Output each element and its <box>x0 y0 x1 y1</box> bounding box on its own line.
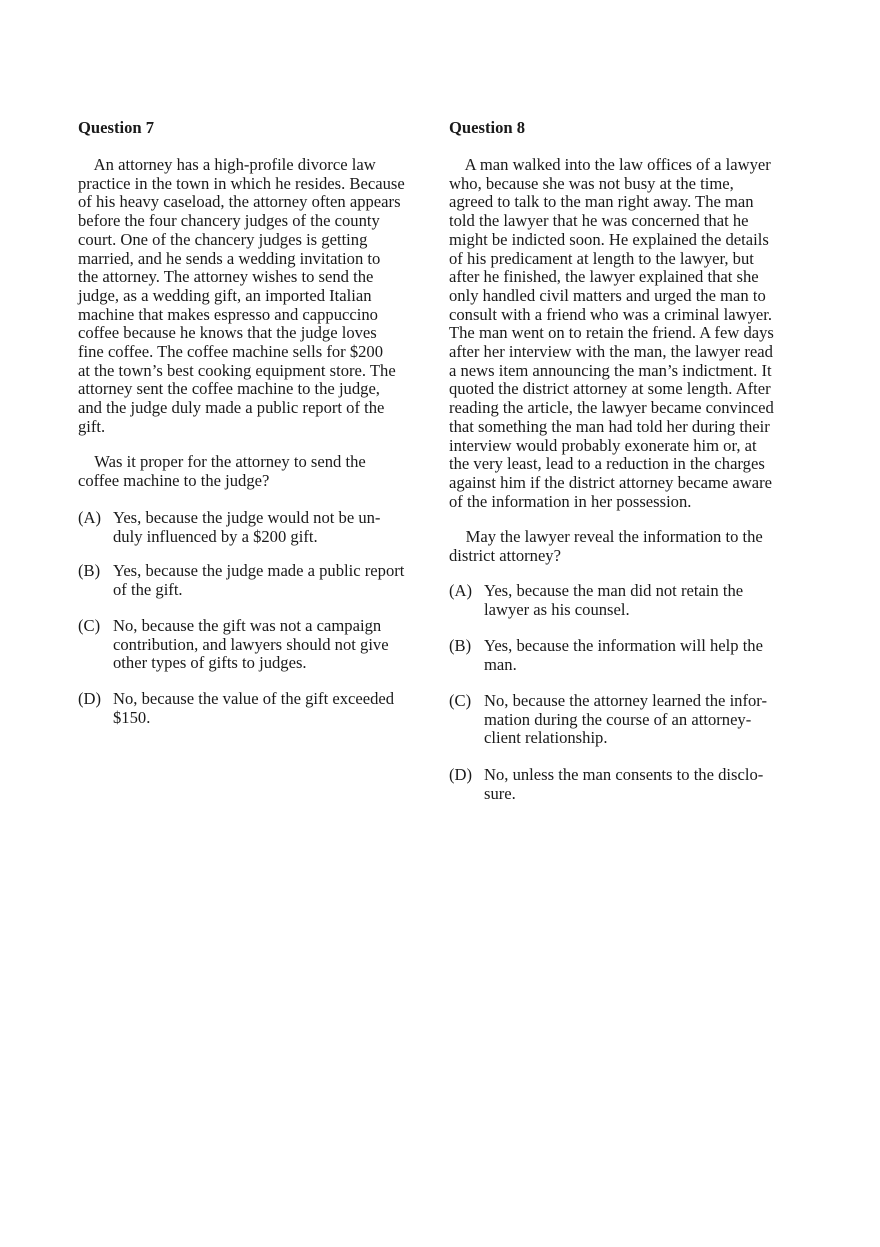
text-line: interview would probably exonerate him or, at <box>449 435 757 455</box>
text-line: other types of gifts to judges. <box>113 653 307 673</box>
text-line: might be indicted soon. He explained the details <box>449 229 769 249</box>
text-line: practice in the town in which he resides. Because <box>78 173 405 193</box>
text-line: $150. <box>113 707 151 727</box>
option-label: (B) <box>449 636 472 655</box>
text-line: quoted the district attorney at some length. After <box>449 379 771 399</box>
option-text <box>113 562 404 599</box>
text-line: district attorney? <box>449 545 561 565</box>
option-text <box>113 617 389 673</box>
text-line: the attorney. The attorney wishes to send the <box>78 267 374 287</box>
text-line: Yes, because the judge made a public report <box>113 561 405 580</box>
text-line: agreed to talk to the man right away. The man <box>449 192 754 212</box>
option-label: (D) <box>78 689 102 708</box>
text-line: Was it proper for the attorney to send the <box>78 452 366 471</box>
text-line: duly influenced by a $200 gift. <box>113 526 318 546</box>
text-line: told the lawyer that he was concerned that he <box>449 211 749 231</box>
text-line: of the gift. <box>113 579 183 599</box>
text-line: and the judge duly made a public report of the <box>78 398 385 418</box>
text-line: only handled civil matters and urged the man to <box>449 285 766 305</box>
text-line: lawyer as his counsel. <box>484 599 630 619</box>
option-label: (C) <box>78 616 101 635</box>
text-line: machine that makes espresso and cappuccino <box>78 304 378 324</box>
text-line: who, because she was not busy at the time, <box>449 173 734 193</box>
question-7-title: Question 7 <box>78 118 155 137</box>
option-label: (A) <box>78 508 102 527</box>
text-line: No, because the value of the gift exceeded <box>113 689 395 708</box>
option-label: (B) <box>78 561 101 580</box>
option-label: (A) <box>449 581 473 600</box>
question-8-title: Question 8 <box>449 118 526 137</box>
option-label: (C) <box>449 691 472 710</box>
text-line: attorney sent the coffee machine to the judge, <box>78 379 380 399</box>
text-line: No, because the gift was not a campaign <box>113 616 382 635</box>
text-line: married, and he sends a wedding invitation to <box>78 248 381 268</box>
text-line: court. One of the chancery judges is getting <box>78 229 368 249</box>
text-line: May the lawyer reveal the information to the <box>449 527 763 546</box>
text-line: a news item announcing the man’s indictment. It <box>449 360 772 380</box>
text-line: against him if the district attorney became aware <box>449 472 772 492</box>
text-line: gift. <box>78 416 106 436</box>
text-line: Yes, because the man did not retain the <box>484 581 744 600</box>
text-line: before the four chancery judges of the county <box>78 211 380 231</box>
text-line: of the information in her possession. <box>449 491 692 511</box>
text-line: contribution, and lawyers should not give <box>113 634 389 654</box>
text-line: fine coffee. The coffee machine sells for $200 <box>78 342 384 362</box>
text-line: coffee machine to the judge? <box>78 470 270 490</box>
question-8-stem <box>449 156 774 511</box>
text-line: of his heavy caseload, the attorney often appears <box>78 192 401 212</box>
text-line: coffee because he knows that the judge loves <box>78 323 377 343</box>
text-line: An attorney has a high-profile divorce law <box>78 155 376 174</box>
text-line: of his predicament at length to the lawyer, but <box>449 248 754 268</box>
option-text <box>484 692 767 748</box>
text-line: Yes, because the information will help the <box>484 636 763 655</box>
option-label: (D) <box>449 765 473 784</box>
text-line: that something the man had told her during their <box>449 416 770 436</box>
question-7-stem <box>78 156 405 437</box>
text-line: sure. <box>484 783 516 803</box>
text-line: No, because the attorney learned the infor- <box>484 691 768 710</box>
text-line: Yes, because the judge would not be un- <box>113 508 381 527</box>
option-text <box>113 690 394 727</box>
question-7-call <box>78 453 366 490</box>
text-line: The man went on to retain the friend. A few days <box>449 323 774 343</box>
option-text <box>484 766 763 803</box>
text-line: after her interview with the man, the lawyer read <box>449 342 773 362</box>
text-line: No, unless the man consents to the disclo- <box>484 765 764 784</box>
text-line: consult with a friend who was a criminal lawyer. <box>449 304 773 324</box>
option-text <box>484 637 763 674</box>
option-text <box>484 582 743 619</box>
text-line: man. <box>484 654 517 674</box>
text-line: after he finished, the lawyer explained that she <box>449 267 759 287</box>
text-line: mation during the course of an attorney- <box>484 709 752 729</box>
text-line: client relationship. <box>484 728 608 748</box>
text-line: the very least, lead to a reduction in the charges <box>449 454 765 474</box>
option-text <box>113 509 380 546</box>
question-8-call <box>449 528 763 565</box>
text-line: A man walked into the law offices of a lawyer <box>449 155 771 174</box>
text-line: at the town’s best cooking equipment store. The <box>78 360 396 380</box>
text-line: reading the article, the lawyer became convinced <box>449 398 774 418</box>
text-line: judge, as a wedding gift, an imported Italian <box>78 285 372 305</box>
